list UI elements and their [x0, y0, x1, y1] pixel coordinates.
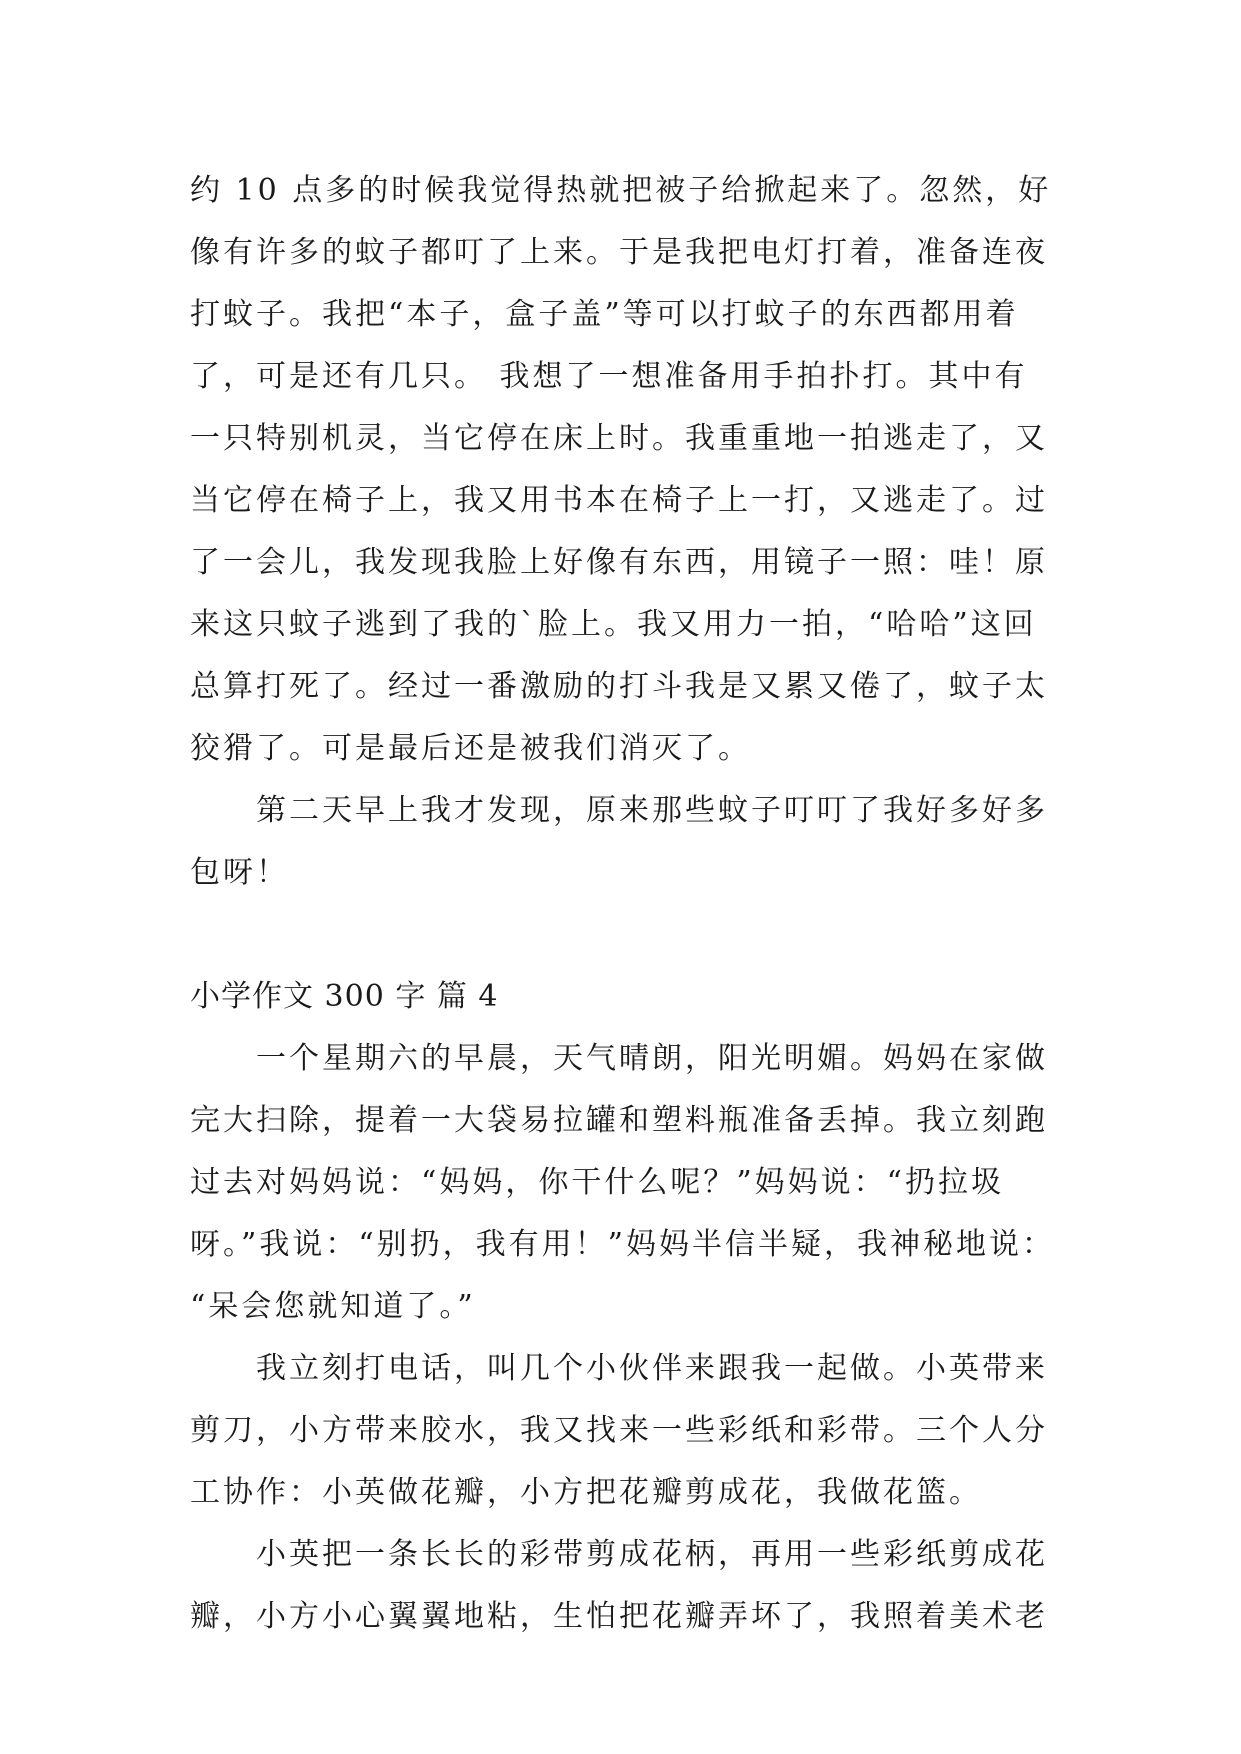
text-line: 过去对妈妈说：“妈妈，你干什么呢？”妈妈说：“扔拉圾 — [190, 1165, 1005, 1200]
text-line: 包呀！ — [190, 855, 289, 890]
text-line: 像有许多的蚊子都叮了上来。于是我把电灯打着，准备连夜 — [190, 235, 1048, 270]
section-spacer — [190, 904, 1090, 966]
text-line: 约 10 点多的时候我觉得热就把被子给掀起来了。忽然，好 — [190, 173, 1052, 208]
text-line: 呀。”我说：“别扔，我有用！”妈妈半信半疑，我神秘地说： — [190, 1227, 1056, 1262]
text-line: 小英把一条长长的彩带剪成花柄，再用一些彩纸剪成花 — [256, 1537, 1048, 1572]
text-line: 我立刻打电话，叫几个小伙伴来跟我一起做。小英带来 — [256, 1351, 1048, 1386]
paragraph-mosquito-night — [190, 160, 1090, 780]
text-line: 一个星期六的早晨，天气晴朗，阳光明媚。妈妈在家做 — [256, 1041, 1048, 1076]
text-line: 剪刀，小方带来胶水，我又找来一些彩纸和彩带。三个人分 — [190, 1413, 1048, 1448]
text-line: 狡猾了。可是最后还是被我们消灭了。 — [190, 731, 751, 766]
text-line: 完大扫除，提着一大袋易拉罐和塑料瓶准备丢掉。我立刻跑 — [190, 1103, 1048, 1138]
text-line: 当它停在椅子上，我又用书本在椅子上一打，又逃走了。过 — [190, 483, 1048, 518]
document-page — [190, 160, 1090, 1648]
paragraph-next-morning — [190, 780, 1090, 904]
text-line: 一只特别机灵，当它停在床上时。我重重地一拍逃走了，又 — [190, 421, 1048, 456]
paragraph-saturday — [190, 1028, 1090, 1338]
text-line: 了一会儿，我发现我脸上好像有东西，用镜子一照：哇！原 — [190, 545, 1048, 580]
section-heading: 小学作文 300 字 篇 4 — [190, 979, 499, 1014]
text-line: 工协作：小英做花瓣，小方把花瓣剪成花，我做花篮。 — [190, 1475, 982, 1510]
text-line: 来这只蚊子逃到了我的`脸上。我又用力一拍，“哈哈”这回 — [190, 607, 1037, 642]
text-line: 总算打死了。经过一番激励的打斗我是又累又倦了，蚊子太 — [190, 669, 1048, 704]
text-line: 打蚊子。我把“本子，盒子盖”等可以打蚊子的东西都用着 — [190, 297, 1019, 332]
text-line: 了，可是还有几只。 我想了一想准备用手拍扑打。其中有 — [190, 359, 1028, 394]
text-line: 瓣，小方小心翼翼地粘，生怕把花瓣弄坏了，我照着美术老 — [190, 1599, 1048, 1634]
paragraph-friends — [190, 1338, 1090, 1524]
text-line: “呆会您就知道了。” — [190, 1289, 476, 1324]
paragraph-flower-making — [190, 1524, 1090, 1648]
text-line: 第二天早上我才发现，原来那些蚊子叮叮了我好多好多 — [256, 793, 1048, 828]
